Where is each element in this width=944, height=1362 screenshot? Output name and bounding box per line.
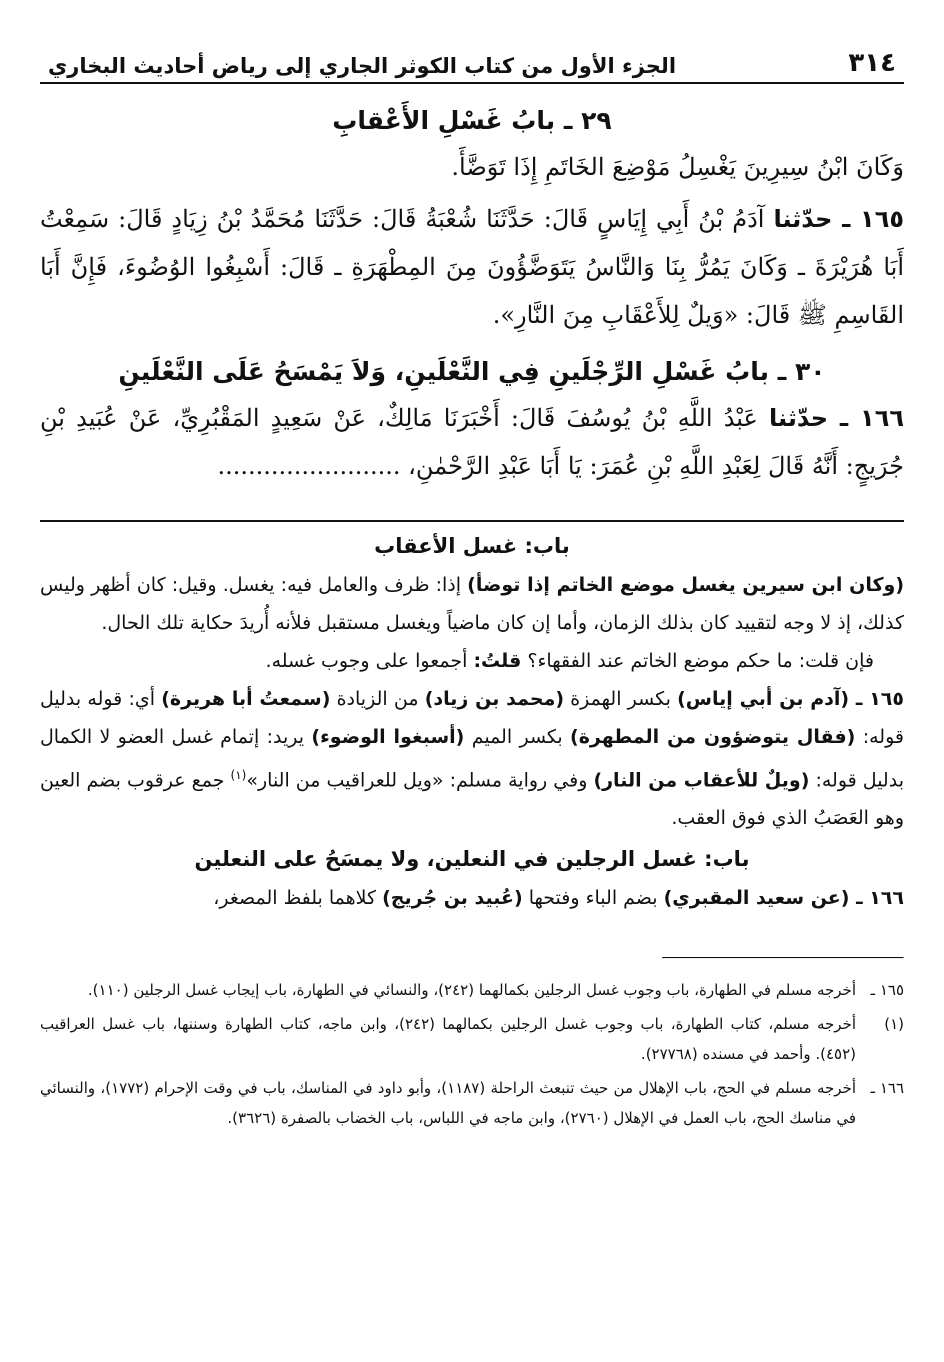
footnote-item: [40, 1009, 904, 1069]
chapter-heading-29: ٢٩ ـ بابُ غَسْلِ الأَعْقابِ: [332, 106, 612, 135]
commentary-paragraph: [40, 642, 904, 680]
hadith-text-section: [40, 84, 904, 490]
footnote-item: [40, 1073, 904, 1133]
qultu-label: قلتُ:: [473, 650, 522, 672]
quoted-matn: (وكان ابن سيرين يغسل موضع الخاتم إذا توضأ): [467, 574, 904, 596]
footnotes-section: [40, 975, 904, 1133]
quoted-matn: (عُبيد بن جُريج): [382, 887, 523, 910]
quoted-matn: (ويلٌ للأعقاب من النار): [593, 769, 810, 792]
quoted-matn: (فقال يتوضؤون من المطهرة): [570, 726, 856, 748]
commentary-text: بضم الباء وفتحها: [522, 887, 664, 910]
footnote-item: [40, 975, 904, 1005]
footnote-number: ١٦٥ ـ: [870, 981, 904, 1000]
footnote-divider: [662, 957, 904, 959]
footnote-number: ١٦٦ ـ: [870, 1079, 904, 1098]
page-number: ٣١٤: [848, 48, 896, 78]
chapter-heading-30: ٣٠ ـ بابُ غَسْلِ الرِّجْلَينِ فِي النَّعْلَينِ، وَلاَ يَمْسَحُ عَلَى النَّعْلَينِ: [118, 357, 826, 386]
commentary-text: جمع عرقوب بضم العين وهو العَصَبُ الذي فوق العقب.: [40, 769, 904, 830]
commentary-paragraph: [40, 879, 904, 917]
footnote-text: أخرجه مسلم، كتاب الطهارة، باب وجوب غسل الرجلين بكمالهما (٢٤٢)، وابن ماجه، كتاب الطهارة وسننها، باب غسل العراقيب (٤٥٢). وأحمد في مسنده (٢٧٧٦٨).: [40, 1015, 856, 1064]
commentary-text: يريد: إتمام غسل العضو لا الكمال بدليل قوله:: [40, 726, 904, 792]
commentary-text: كلاهما بلفظ المصغر،: [213, 887, 383, 910]
commentary-section: [40, 534, 904, 917]
section-divider: [40, 520, 904, 522]
commentary-text: بكسر الميم: [464, 726, 571, 748]
athar-text: وَكَانَ ابْنُ سِيرِينَ يَغْسِلُ مَوْضِعَ الخَاتَمِ إِذَا تَوَضَّأَ.: [451, 153, 904, 181]
commentary-text: إذا: ظرف والعامل فيه: يغسل. وقيل: كان أظهر وليس كذلك، إذ لا وجه لتقييد كان بذلك الزمان، وأما إن كان ماضياً ويغسل مستقبل فلأنه أُريدَ حكاية تلك الحال.: [40, 574, 904, 634]
commentary-text: وفي رواية مسلم: «ويل للعراقيب من النار»: [246, 769, 594, 792]
hadith-number: ١٦٦ ـ حدّثنا: [769, 404, 904, 432]
book-page: [40, 30, 904, 1342]
quoted-matn: (أسبغوا الوضوء): [311, 726, 465, 748]
commentary-text: أجمعوا على وجوب غسله.: [265, 650, 474, 672]
running-header: [40, 30, 904, 84]
commentary-heading-2: باب: غسل الرجلين في النعلين، ولا يمسَحُ على النعلين: [194, 847, 750, 872]
footnote-reference[interactable]: (١): [230, 768, 247, 782]
quoted-matn: ١٦٥ ـ (آدم بن أبي إياس): [677, 688, 904, 710]
hadith-165: [40, 195, 904, 339]
continuation-dots: ........................: [217, 452, 401, 480]
quoted-matn: (سمعتُ أبا هريرة): [161, 688, 331, 710]
quoted-matn: ١٦٦ ـ (عن سعيد المقبري): [663, 887, 904, 910]
commentary-text: أي: قوله بدليل قوله:: [40, 688, 904, 748]
footnote-number: (١): [884, 1015, 904, 1034]
commentary-paragraph: [40, 566, 904, 642]
running-title: الجزء الأول من كتاب الكوثر الجاري إلى رياض أحاديث البخاري: [48, 54, 677, 78]
footnote-text: أخرجه مسلم في الطهارة، باب وجوب غسل الرجلين بكمالهما (٢٤٢)، والنسائي في الطهارة، باب إيجاب غسل الرجلين (١١٠).: [87, 981, 856, 1000]
athar-ibn-sirin: [40, 143, 904, 191]
commentary-paragraph: [40, 680, 904, 837]
hadith-166: [40, 394, 904, 490]
hadith-text: آدَمُ بْنُ أَبِي إِيَاسٍ قَالَ: حَدَّثَنَا شُعْبَةُ قَالَ: حَدَّثَنَا مُحَمَّدُ بْنُ زِيَادٍ قَالَ: سَمِعْتُ أَبَا هُرَيْرَةَ ـ وَكَانَ يَمُرُّ بِنَا وَالنَّاسُ يَتَوَضَّؤُونَ مِنَ المِطْهَرَةِ ـ قَالَ: أَسْبِغُوا الوُضُوءَ، فَإِنَّ أَبَا القَاسِمِ ﷺ قَالَ: «وَيلٌ لِلأَعْقَابِ مِنَ النَّارِ».: [40, 205, 904, 329]
commentary-heading-1: باب: غسل الأعقاب: [374, 534, 570, 558]
footnote-text: أخرجه مسلم في الحج، باب الإهلال من حيث تنبعث الراحلة (١١٨٧)، وأبو داود في المناسك، باب في وقت الإحرام (١٧٧٢)، والنسائي في مناسك الحج، باب العمل في الإهلال (٢٧٦٠)، وابن ماجه في اللباس، باب الخضاب بالصفرة (٣٦٢٦).: [40, 1079, 856, 1128]
commentary-text: فإن قلت: ما حكم موضع الخاتم عند الفقهاء؟: [521, 650, 874, 672]
hadith-number: ١٦٥ ـ حدّثنا: [773, 205, 904, 233]
commentary-text: من الزيادة: [330, 688, 425, 710]
quoted-matn: (محمد بن زياد): [424, 688, 565, 710]
commentary-text: بكسر الهمزة: [564, 688, 678, 710]
hadith-text: عَبْدُ اللَّهِ بْنُ يُوسُفَ قَالَ: أَخْبَرَنَا مَالِكٌ، عَنْ سَعِيدٍ المَقْبُرِيِّ، عَنْ عُبَيدِ بْنِ جُرَيجٍ: أَنَّهُ قَالَ لِعَبْدِ اللَّهِ بْنِ عُمَرَ: يَا أَبَا عَبْدِ الرَّحْمٰنِ،: [40, 404, 904, 480]
